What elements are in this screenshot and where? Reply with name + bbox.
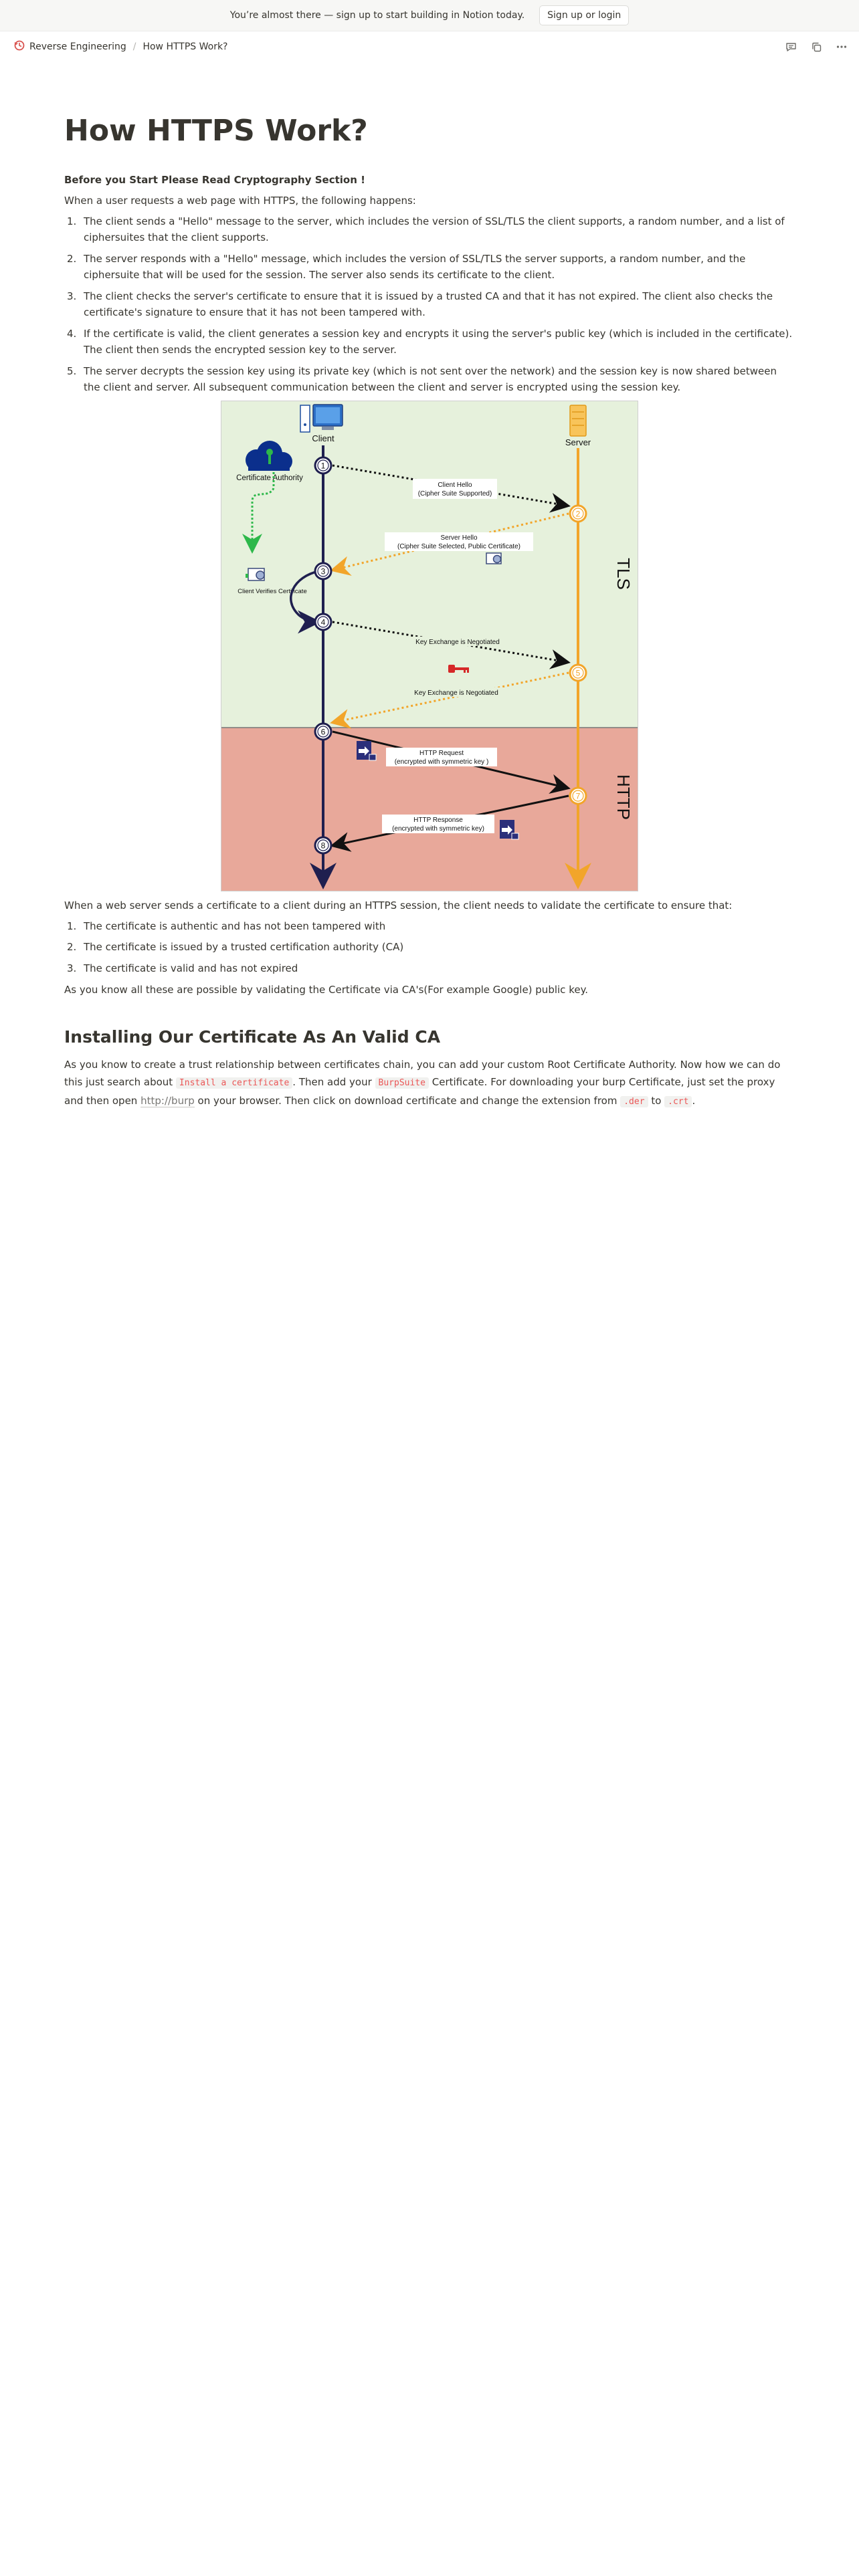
http-request-label: HTTP Request xyxy=(419,749,464,757)
svg-text:8: 8 xyxy=(320,841,326,851)
step-marker xyxy=(570,665,586,681)
list-item: 1. The client sends a "Hello" message to the server, which includes the version of SSL/TLS the client supports, a random number, and a list of ciphersuites that the client supports. xyxy=(67,215,785,244)
more-options-icon[interactable] xyxy=(835,40,848,53)
list-item: 3. The certificate is valid and has not expired xyxy=(67,962,298,974)
public-certificate-icon xyxy=(486,553,501,564)
burp-link[interactable]: http://burp xyxy=(140,1095,195,1107)
svg-text:6: 6 xyxy=(320,727,326,737)
intro-bold-note: Before you Start Please Read Cryptography Section ! xyxy=(64,173,365,186)
list-item: 2. The certificate is issued by a trusted certification authority (CA) xyxy=(67,941,404,954)
page-content xyxy=(64,114,793,1115)
list-item: 1. The certificate is authentic and has not been tampered with xyxy=(67,920,386,932)
certificate-icon xyxy=(246,568,264,580)
validation-intro: When a web server sends a certificate to a client during an HTTPS session, the client needs to validate the certificate to ensure that: xyxy=(64,899,733,911)
server-icon xyxy=(570,405,586,436)
ca-label: Certificate Authority xyxy=(236,473,303,482)
step-marker xyxy=(315,563,331,579)
inline-code-install-certificate: Install a certificate xyxy=(176,1077,292,1089)
step-marker xyxy=(315,724,331,740)
list-item: 2. The server responds with a "Hello" message, which includes the version of SSL/TLS the server supports, a random number, and the ciphersuite that will be used for the session. The server also sends its certificate to the client. xyxy=(67,252,746,282)
step-marker xyxy=(315,837,331,853)
svg-text:1: 1 xyxy=(320,461,326,471)
client-hello-label: Client Hello xyxy=(438,481,472,489)
list-item: 5. The server decrypts the session key using its private key (which is not sent over the network) and the session key is now shared between the client and server. All subsequent communication between the client and server is encrypted using the session key. xyxy=(67,364,777,394)
https-steps-list xyxy=(64,213,793,396)
client-verifies-label: Client Verifies Certificate xyxy=(237,587,307,595)
https-diagram-svg xyxy=(221,401,638,891)
reverse-engineering-page-icon xyxy=(13,39,25,54)
http-request-sub-label: (encrypted with symmetric key ) xyxy=(394,758,489,766)
server-hello-sub-label: (Cipher Suite Selected, Public Certificate) xyxy=(397,542,520,550)
breadcrumb-parent-label: Reverse Engineering xyxy=(29,41,126,52)
comments-icon[interactable] xyxy=(784,40,797,53)
step-marker xyxy=(315,457,331,473)
server-label: Server xyxy=(565,437,591,447)
signup-login-button[interactable]: Sign up or login xyxy=(539,5,629,25)
validation-note: As you know all these are possible by validating the Certificate via CA's(For example Google) public key. xyxy=(64,984,589,996)
list-item: 3. The client checks the server's certificate to ensure that it is issued by a trusted CA and that it has not expired. The client also checks the certificate's signature to ensure that it has not been tampered with. xyxy=(67,290,773,319)
breadcrumb-parent[interactable] xyxy=(11,37,129,56)
inline-code-crt: .crt xyxy=(664,1096,692,1107)
list-item: 4. If the certificate is valid, the client generates a session key and encrypts it using the server's public key (which is included in the certificate). The client then sends the encrypted session key to the server. xyxy=(67,327,793,356)
http-phase-label: HTTP xyxy=(613,774,634,820)
svg-text:5: 5 xyxy=(575,668,581,678)
step-marker xyxy=(570,506,586,522)
topbar xyxy=(0,33,859,60)
client-hello-sub-label: (Cipher Suite Supported) xyxy=(417,490,492,498)
http-response-sub-label: (encrypted with symmetric key) xyxy=(392,825,484,833)
install-certificate-paragraph: As you know to create a trust relationship between certificates chain, you can add your custom Root Certificate Authority. Now how we can do this just search about Install a certificate . Then add your BurpSuite Certificate. For downloading your burp Certificate, just set the proxy and then open http://burp on your browser. Then click on download certificate and change the extension from .der to .crt . xyxy=(64,1059,781,1107)
https-handshake-diagram xyxy=(221,401,638,891)
banner-message: You’re almost there — sign up to start building in Notion today. xyxy=(229,10,525,21)
http-response-label: HTTP Response xyxy=(413,816,463,824)
topbar-actions xyxy=(784,40,848,53)
svg-text:4: 4 xyxy=(320,617,326,627)
validation-list xyxy=(64,918,793,977)
server-hello-label: Server Hello xyxy=(440,534,478,542)
tls-phase-label: TLS xyxy=(613,557,634,590)
client-label: Client xyxy=(312,433,335,443)
duplicate-icon[interactable] xyxy=(809,40,823,53)
inline-code-burpsuite: BurpSuite xyxy=(375,1077,429,1089)
page-title: How HTTPS Work? xyxy=(64,114,368,148)
breadcrumb-current-label: How HTTPS Work? xyxy=(142,41,228,52)
section-heading-install-certificate: Installing Our Certificate As An Valid CA xyxy=(64,1027,441,1047)
intro-paragraph: When a user requests a web page with HTTPS, the following happens: xyxy=(64,194,416,207)
svg-text:7: 7 xyxy=(575,791,581,801)
breadcrumb-separator: / xyxy=(132,41,136,52)
svg-text:2: 2 xyxy=(575,509,581,519)
breadcrumb-current[interactable] xyxy=(140,39,230,54)
key-exchange-label-2: Key Exchange is Negotiated xyxy=(414,689,498,697)
signup-banner xyxy=(0,0,859,31)
key-exchange-label-1: Key Exchange is Negotiated xyxy=(415,638,500,646)
svg-text:3: 3 xyxy=(320,566,326,576)
inline-code-der: .der xyxy=(620,1096,648,1107)
step-marker xyxy=(570,788,586,804)
step-marker xyxy=(315,614,331,630)
